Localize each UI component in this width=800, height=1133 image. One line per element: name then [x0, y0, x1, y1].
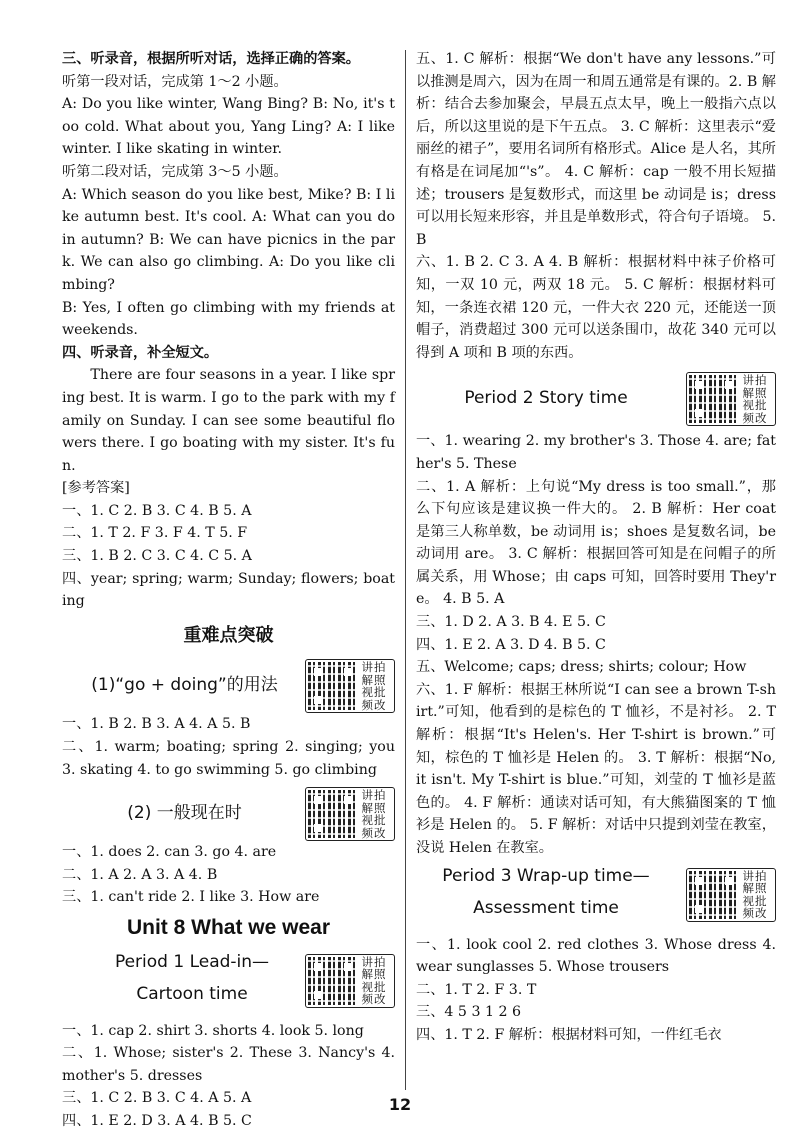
answer-line: 二、1. warm; boating; spring 2. singing; you 3. skating 4. to go swimming 5. go climbing	[62, 739, 395, 778]
answer-line: 一、1. cap 2. shirt 3. shorts 4. look 5. long	[62, 1022, 364, 1039]
column-divider	[405, 50, 406, 1090]
period2-section6-answers: 六、1. F 解析：根据王林所说“I can see a brown T-shirt.”可知，他看到的是棕色的 T 恤衫，不是衬衫。 2. T 解析：根据“It's Helen's. Her T-shirt is brown.”可知，棕色的 T 恤衫是 Helen 的。 3. T 解析：根据“No, it isn't. My T-shirt is blue.”可知，刘莹的 T 恤衫是蓝色的。 4. F 解析：通读对话可知，有大熊猫图案的 T 恤衫是 Helen 的。 5. F 解析：对话中只提到刘莹在教室，没说 Helen 在教室。	[416, 681, 776, 856]
period3-section4-answers: 四、1. T 2. F 解析：根据材料可知，一件红毛衣	[416, 1026, 722, 1043]
left-column	[62, 48, 395, 1133]
qr-caption: 讲拍 解照 视批 频改	[361, 954, 387, 1007]
qr-video-link[interactable]	[305, 659, 395, 713]
listening-passage: There are four seasons in a year. I like spring best. It is warm. I go to the park with my family on Sunday. I can see some beautiful flowers there. I go boating with my sister. It's fun.	[62, 367, 395, 474]
period3-header	[416, 860, 776, 934]
period2-section1-answers: 一、1. wearing 2. my brother's 3. Those 4. are; father's 5. These	[416, 433, 776, 472]
dialogue2-text-end: B: Yes, I often go climbing with my friends at weekends.	[62, 299, 395, 339]
qr-caption: 讲拍 解照 视批 频改	[742, 373, 768, 425]
period3-section2-answers: 二、1. T 2. F 3. T	[416, 981, 537, 998]
qr-caption: 讲拍 解照 视批 频改	[361, 660, 387, 712]
qr-caption: 讲拍 解照 视批 频改	[361, 788, 387, 840]
qr-code-icon	[308, 790, 358, 838]
period1-header	[62, 946, 395, 1020]
listening-fill-heading: 四、听录音，补全短文。	[62, 344, 219, 361]
topic-present-simple-title: (2) 一般现在时	[127, 802, 242, 823]
topic-present-simple-header	[62, 785, 395, 841]
period2-section3-answers: 三、1. D 2. A 3. B 4. E 5. C	[416, 614, 606, 631]
qr-video-link[interactable]	[305, 787, 395, 841]
dialogue1-text: A: Do you like winter, Wang Bing? B: No, it's too cold. What about you, Yang Ling? A: I like winter. I like skating in winter.	[62, 96, 395, 158]
period2-section5-answers: 五、Welcome; caps; dress; shirts; colour; How	[416, 659, 747, 676]
answer-line: 二、1. A 2. A 3. A 4. B	[62, 866, 218, 883]
period3-section3-answers: 三、4 5 3 1 2 6	[416, 1004, 522, 1021]
period3-section1-answers: 一、1. look cool 2. red clothes 3. Whose dress 4. wear sunglasses 5. Whose trousers	[416, 936, 776, 976]
topic-go-doing-title: (1)“go + doing”的用法	[91, 675, 278, 696]
unit-title: Unit 8 What we wear	[126, 916, 331, 939]
dialogue2-text: A: Which season do you like best, Mike? B: I like autumn best. It's cool. A: What can you do in autumn? B: We can have picnics in the park. We can also go climbing. A: Do you like climbing?	[62, 186, 395, 293]
qr-code-icon	[689, 375, 739, 423]
difficult-points-title: 重难点突破	[183, 624, 274, 646]
answer-line: 三、1. C 2. B 3. C 4. A 5. A	[62, 1090, 252, 1107]
period2-header	[416, 364, 776, 430]
answer-line: 二、1. Whose; sister's 2. These 3. Nancy's 4. mother's 5. dresses	[62, 1045, 395, 1084]
answer-line: 四、1. E 2. D 3. A 4. B 5. C	[62, 1112, 252, 1129]
period1-title: Period 1 Lead-in— Cartoon time	[114, 951, 270, 1004]
topic-go-doing-header	[62, 657, 395, 713]
right-column	[416, 48, 776, 1047]
answer-line: 四、year; spring; warm; Sunday; flowers; boating	[62, 570, 395, 610]
period1-section6-answers: 六、1. B 2. C 3. A 4. B 解析：根据材料中袜子价格可知，一双 10 元，两双 18 元。 5. C 解析：根据材料可知，一条连衣裙 120 元，一件大衣 220 元，还能送一顶帽子，消费超过 300 元可以送条围巾，故花 340 元可以得到 A 项和 B 项的东西。	[416, 254, 776, 361]
answer-line: 一、1. C 2. B 3. C 4. B 5. A	[62, 502, 252, 519]
dialogue2-instruction: 听第二段对话，完成第 3～5 小题。	[62, 163, 288, 180]
reference-answers-label: [参考答案]	[62, 480, 130, 497]
answer-line: 三、1. can't ride 2. I like 3. How are	[62, 889, 320, 906]
qr-video-link[interactable]	[305, 954, 395, 1008]
qr-caption: 讲拍 解照 视批 频改	[742, 868, 768, 921]
qr-video-link[interactable]	[686, 372, 776, 426]
answer-line: 三、1. B 2. C 3. C 4. C 5. A	[62, 548, 252, 565]
answer-line: 二、1. T 2. F 3. F 4. T 5. F	[62, 525, 248, 542]
dialogue1-instruction: 听第一段对话，完成第 1～2 小题。	[62, 73, 288, 90]
period2-section2-answers: 二、1. A 解析：上句说“My dress is too small.”，那么下句应该是建议换一件大的。 2. B 解析：Her coat 是第三人称单数，be 动词用 is；shoes 是复数名词，be 动词用 are。 3. C 解析：根据回答可知是在问帽子的所属关系，用 Whose；由 caps 可知，回答时要用 They're。 4. B 5. A	[416, 478, 776, 608]
period3-title: Period 3 Wrap-up time— Assessment time	[442, 865, 650, 918]
page-number: 12	[388, 1095, 412, 1114]
qr-video-link[interactable]	[686, 868, 776, 922]
period2-title: Period 2 Story time	[464, 388, 628, 409]
qr-code-icon	[689, 871, 739, 919]
qr-code-icon	[308, 957, 358, 1005]
period2-section4-answers: 四、1. E 2. A 3. D 4. B 5. C	[416, 636, 606, 653]
answer-line: 一、1. does 2. can 3. go 4. are	[62, 844, 277, 861]
listening-choice-heading: 三、听录音，根据所听对话，选择正确的答案。	[62, 51, 360, 67]
answer-line: 一、1. B 2. B 3. A 4. A 5. B	[62, 716, 251, 733]
period1-section5-answers: 五、1. C 解析：根据“We don't have any lessons.”可以推测是周六，因为在周一和周五通常是有课的。2. B 解析：结合去参加聚会，早晨五点太早，晚上一般指六点以后，所以这里说的是下午五点。 3. C 解析：这里表示“爱丽丝的裙子”，要用名词所有格形式。Alice 是人名，其所有格是在词尾加“'s”。 4. C 解析：cap 一般不用长短描述；trousers 是复数形式，而这里 be 动词是 is；dress 可以用长短来形容，并且是单数形式，符合句子语境。 5. B	[416, 51, 776, 248]
qr-code-icon	[308, 662, 358, 710]
